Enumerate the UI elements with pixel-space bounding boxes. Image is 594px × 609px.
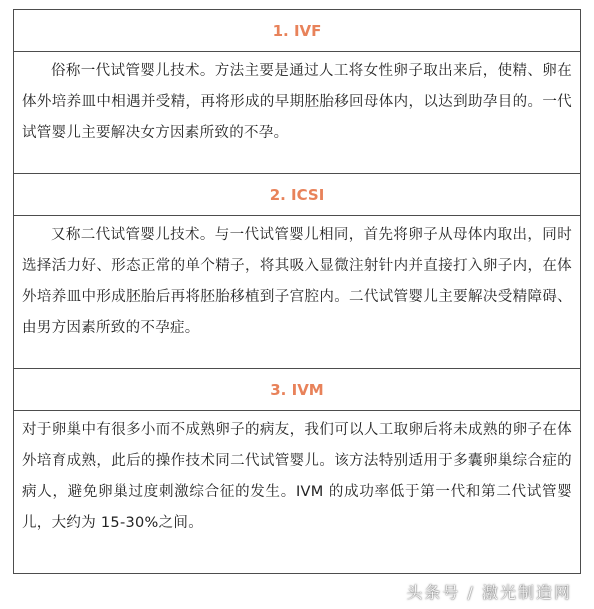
procedures-table bbox=[13, 9, 581, 574]
section-text-ivm: 对于卵巢中有很多小而不成熟卵子的病友，我们可以人工取卵后将未成熟的卵子在体外培育成熟，此后的操作技术同二代试管婴儿。该方法特别适用于多囊卵巢综合症的病人，避免卵巢过度刺激综合征的发生。IVM 的成功率低于第一代和第二代试管婴儿，大约为 15-30%之间。 bbox=[22, 422, 572, 531]
section-header-row bbox=[14, 174, 581, 216]
section-header-row bbox=[14, 10, 581, 52]
section-heading-icsi: 2. ICSI bbox=[14, 174, 581, 216]
section-body-icsi bbox=[14, 216, 581, 369]
section-heading-ivm: 3. IVM bbox=[14, 369, 581, 411]
section-text-icsi: 又称二代试管婴儿技术。与一代试管婴儿相同，首先将卵子从母体内取出，同时选择活力好、形态正常的单个精子，将其吸入显微注射针内并直接打入卵子内，在体外培养皿中形成胚胎后再将胚胎移植到子宫腔内。二代试管婴儿主要解决受精障碍、由男方因素所致的不孕症。 bbox=[22, 227, 572, 336]
section-body-row bbox=[14, 52, 581, 174]
section-body-row bbox=[14, 411, 581, 574]
section-heading-ivf: 1. IVF bbox=[14, 10, 581, 52]
section-body-row bbox=[14, 216, 581, 369]
section-body-ivm bbox=[14, 411, 581, 574]
section-header-row bbox=[14, 369, 581, 411]
watermark: 头条号 / 激光制造网 bbox=[406, 583, 572, 602]
section-body-ivf bbox=[14, 52, 581, 174]
section-text-ivf: 俗称一代试管婴儿技术。方法主要是通过人工将女性卵子取出来后，使精、卵在体外培养皿中相遇并受精，再将形成的早期胚胎移回母体内，以达到助孕目的。一代试管婴儿主要解决女方因素所致的不孕。 bbox=[22, 63, 572, 141]
